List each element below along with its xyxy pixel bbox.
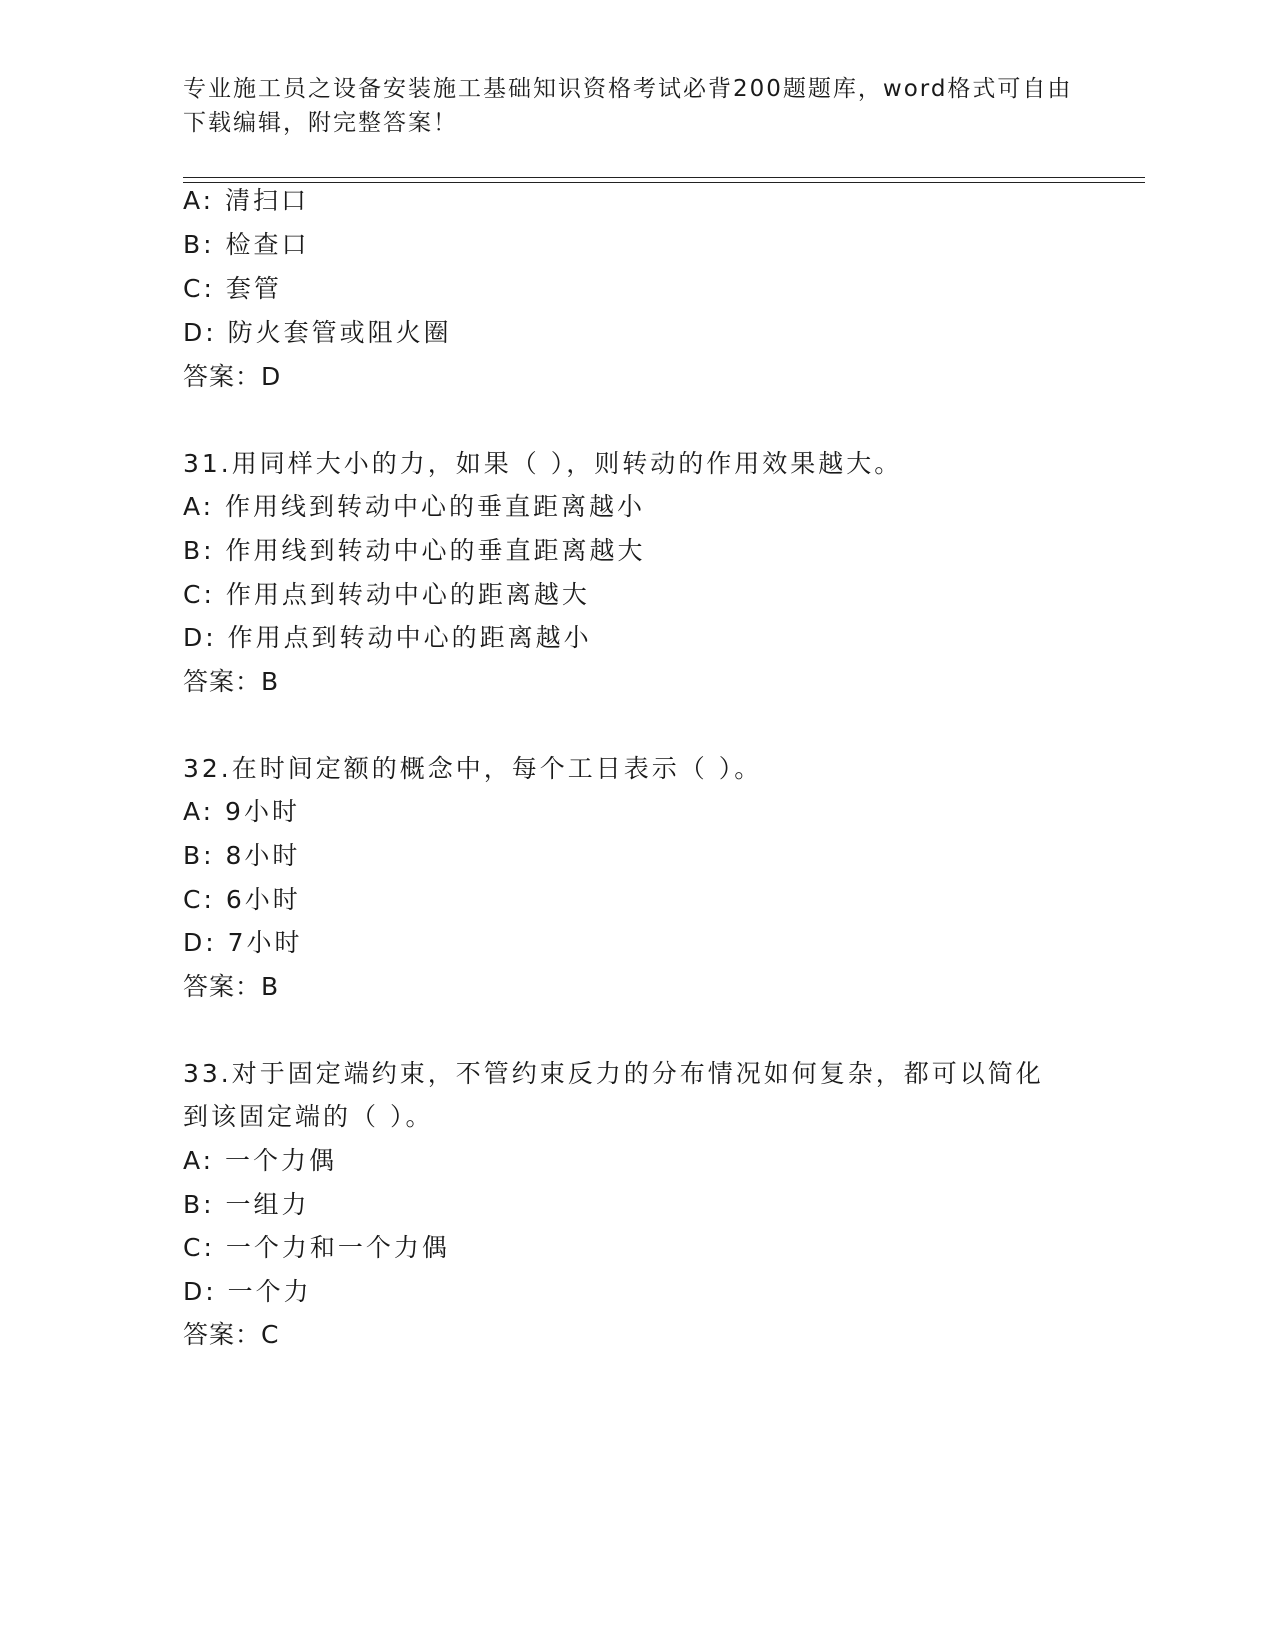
- q30-option-d: D: 防火套管或阻火圈: [183, 318, 452, 347]
- header-divider-top: [183, 177, 1145, 178]
- header-title-line-2: 下载编辑，附完整答案！: [183, 110, 458, 136]
- q32-option-d: D: 7小时: [183, 928, 303, 957]
- q30-answer: 答案：D: [183, 362, 282, 391]
- q33-question-line-2: 到该固定端的（ ）。: [183, 1102, 434, 1131]
- q31-option-d: D: 作用点到转动中心的距离越小: [183, 623, 592, 652]
- q33-option-d: D: 一个力: [183, 1277, 312, 1306]
- q31-option-a: A: 作用线到转动中心的垂直距离越小: [183, 492, 646, 521]
- q32-option-c: C: 6小时: [183, 885, 301, 914]
- q32-question: 32.在时间定额的概念中，每个工日表示（ ）。: [183, 754, 763, 783]
- header-title-line-1: 专业施工员之设备安装施工基础知识资格考试必背200题题库，word格式可自由: [183, 76, 1073, 102]
- q31-question: 31.用同样大小的力，如果（ ），则转动的作用效果越大。: [183, 449, 903, 478]
- q31-answer: 答案：B: [183, 667, 280, 696]
- q30-option-c: C: 套管: [183, 274, 282, 303]
- q33-option-b: B: 一组力: [183, 1190, 310, 1219]
- q33-option-a: A: 一个力偶: [183, 1146, 338, 1175]
- header-divider-bottom: [183, 182, 1145, 183]
- document-header: [183, 72, 1083, 140]
- q32-option-a: A: 9小时: [183, 797, 300, 826]
- q33-option-c: C: 一个力和一个力偶: [183, 1233, 450, 1262]
- q33-question-line-1: 33.对于固定端约束，不管约束反力的分布情况如何复杂，都可以简化: [183, 1059, 1044, 1088]
- q30-option-b: B: 检查口: [183, 230, 310, 259]
- q32-answer: 答案：B: [183, 972, 280, 1001]
- q32-option-b: B: 8小时: [183, 841, 301, 870]
- q31-option-b: B: 作用线到转动中心的垂直距离越大: [183, 536, 646, 565]
- q33-answer: 答案：C: [183, 1320, 280, 1349]
- q31-option-c: C: 作用点到转动中心的距离越大: [183, 580, 590, 609]
- q30-option-a: A: 清扫口: [183, 186, 310, 215]
